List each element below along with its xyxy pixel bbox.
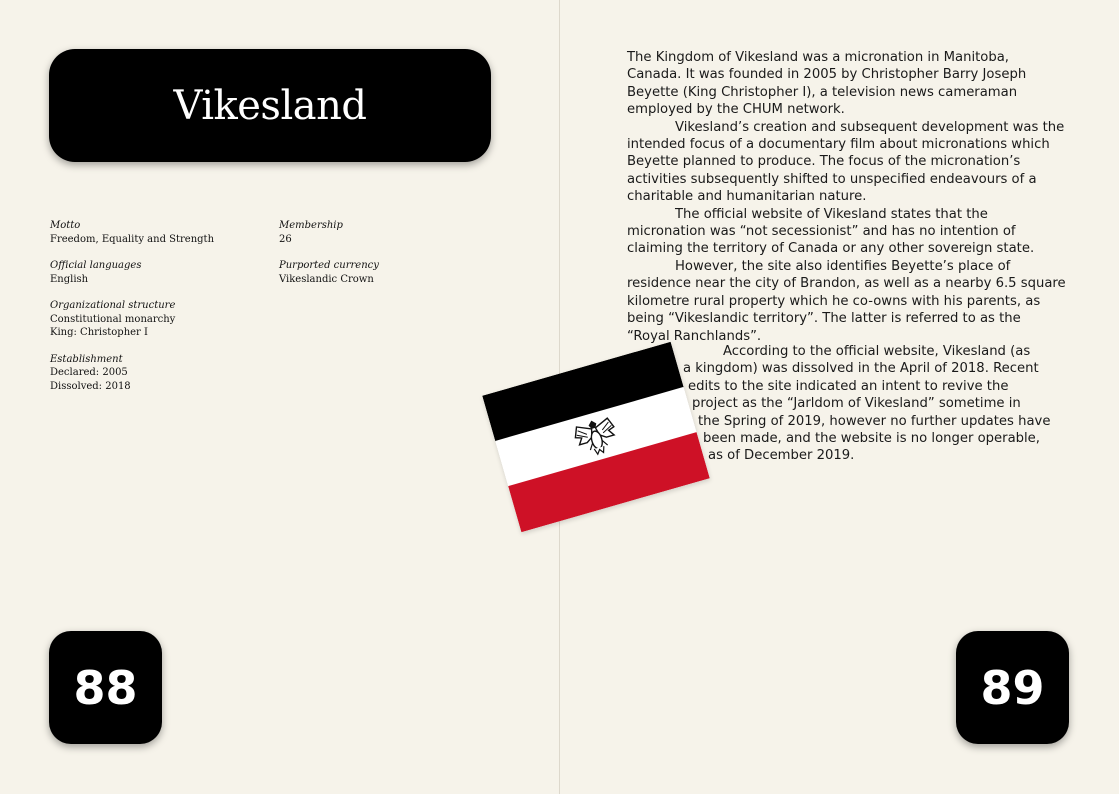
- paragraph-line: According to the official website, Vikesland (as: [723, 344, 1031, 359]
- fact-value: King: Christopher I: [50, 327, 148, 338]
- fact-value: Dissolved: 2018: [50, 380, 131, 392]
- fact-value: English: [50, 273, 89, 285]
- page-title: Vikesland: [173, 82, 367, 129]
- fact-label: Membership: [279, 220, 343, 231]
- paragraph: However, the site also identifies Beyette’s place of residence near the city of Brandon, as well as a nearby 6.5 square kilometre rural property which he co-owns with his parents, as being “Vikeslandic territory”. The latter is referred to as the “Royal Ranchlands”.: [627, 258, 1066, 344]
- paragraph-line: project as the “Jarldom of Vikesland” sometime in: [692, 396, 1021, 412]
- paragraph: Vikesland’s creation and subsequent development was the intended focus of a documentary film about micronations which Beyette planned to produce. The focus of the micronation’s activities subsequently shifted to unspecified endeavours of a charitable and humanitarian nature.: [627, 119, 1065, 205]
- facts-column-left: [50, 219, 270, 406]
- paragraph-line: as of December 2019.: [708, 448, 855, 464]
- fact-label: Organizational structure: [50, 300, 176, 311]
- fact-label: Official languages: [50, 260, 142, 271]
- fact-currency: [279, 259, 499, 286]
- paragraph: The Kingdom of Vikesland was a micronation in Manitoba, Canada. It was founded in 2005 by Christopher Barry Joseph Beyette (King Christopher I), a television news cameraman employed by the CHUM network.: [627, 50, 1027, 118]
- fact-value: Constitutional monarchy: [50, 313, 176, 325]
- fact-value: 26: [279, 233, 292, 245]
- fact-motto: [50, 219, 270, 246]
- page-number-left: 88: [49, 631, 162, 744]
- fact-languages: [50, 259, 270, 286]
- paragraph-line: the Spring of 2019, however no further updates have: [698, 413, 1051, 429]
- article-body: [627, 49, 1067, 345]
- flag-image: [482, 342, 710, 533]
- paragraph-line: a kingdom) was dissolved in the April of 2018. Recent: [683, 361, 1039, 377]
- facts-column-right: [279, 219, 499, 299]
- fact-label: Motto: [50, 220, 81, 231]
- page-number-right: 89: [956, 631, 1069, 744]
- fact-establishment: [50, 353, 270, 394]
- title-banner: [49, 49, 491, 162]
- fact-membership: [279, 219, 499, 246]
- fact-value: Freedom, Equality and Strength: [50, 233, 215, 245]
- paragraph-line: been made, and the website is no longer operable,: [703, 431, 1040, 447]
- fact-structure: [50, 299, 270, 340]
- fact-label: Purported currency: [279, 260, 379, 271]
- fact-value: Vikeslandic Crown: [279, 273, 374, 285]
- wrapped-paragraph: [680, 343, 1070, 465]
- vikesland-flag: [482, 342, 710, 533]
- fact-label: Establishment: [50, 353, 123, 365]
- paragraph: The official website of Vikesland states that the micronation was “not secessionist” and has no intention of claiming the territory of Canada or any other sovereign state.: [627, 206, 1035, 257]
- paragraph-line: edits to the site indicated an intent to revive the: [688, 378, 1009, 394]
- fact-value: Declared: 2005: [50, 367, 128, 378]
